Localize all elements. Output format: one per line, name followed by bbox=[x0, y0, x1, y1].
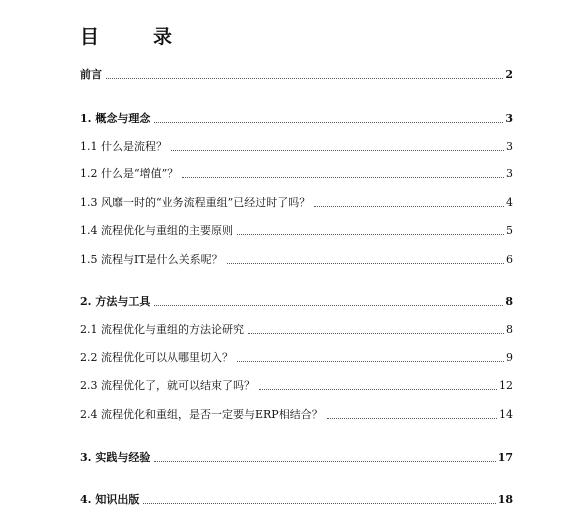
toc-entry-label: 3. 实践与经验 bbox=[80, 451, 151, 464]
toc-entry-page: 12 bbox=[499, 379, 513, 392]
toc-entry-page: 9 bbox=[506, 351, 513, 364]
toc-leader-dots bbox=[227, 262, 504, 264]
toc-leader-dots bbox=[248, 332, 504, 334]
toc-entry-page: 5 bbox=[506, 224, 513, 237]
toc-entry-page: 3 bbox=[505, 112, 513, 125]
toc-entry-2[interactable] bbox=[80, 293, 513, 309]
toc-leader-dots bbox=[182, 176, 504, 178]
toc-leader-dots bbox=[171, 149, 504, 151]
toc-entry-label: 2. 方法与工具 bbox=[80, 295, 151, 308]
toc-entry-4[interactable] bbox=[80, 491, 513, 507]
toc-entry-page: 3 bbox=[506, 140, 513, 153]
toc-entry-page: 2 bbox=[505, 68, 513, 81]
toc-entry-1[interactable] bbox=[80, 110, 513, 126]
toc-title-char-2: 录 bbox=[153, 26, 173, 48]
toc-entry-label: 4. 知识出版 bbox=[80, 493, 140, 506]
toc-title-char-1: 目 bbox=[80, 26, 100, 48]
toc-leader-dots bbox=[314, 205, 504, 207]
toc-entry-page: 6 bbox=[506, 253, 513, 266]
toc-entry-page: 4 bbox=[506, 196, 513, 209]
toc-entry-label: 1.2 什么是“增值”？ bbox=[80, 167, 179, 180]
toc-leader-dots bbox=[106, 77, 503, 79]
toc-entry-2-1[interactable] bbox=[80, 321, 513, 337]
toc-entry-label: 前言 bbox=[80, 68, 102, 81]
toc-entry-2-3[interactable] bbox=[80, 377, 513, 393]
toc-entry-page: 17 bbox=[497, 451, 513, 464]
toc-entry-2-4[interactable] bbox=[80, 406, 513, 422]
toc-entry-label: 1.5 流程与IT是什么关系呢？ bbox=[80, 253, 223, 266]
toc-entry-2-2[interactable] bbox=[80, 349, 513, 365]
toc-entry-label: 2.2 流程优化可以从哪里切入？ bbox=[80, 351, 233, 364]
toc-entry-label: 2.1 流程优化与重组的方法论研究 bbox=[80, 323, 244, 336]
toc-entry-page: 8 bbox=[505, 295, 513, 308]
toc-entry-label: 2.3 流程优化了，就可以结束了吗？ bbox=[80, 379, 255, 392]
toc-entry-page: 8 bbox=[506, 323, 513, 336]
toc-entry-label: 1. 概念与理念 bbox=[80, 112, 151, 125]
toc-entry-page: 14 bbox=[499, 408, 513, 421]
toc-entry-label: 2.4 流程优化和重组，是否一定要与ERP相结合？ bbox=[80, 408, 323, 421]
toc-leader-dots bbox=[154, 460, 495, 462]
toc-entry-label: 1.1 什么是流程？ bbox=[80, 140, 167, 153]
toc-entry-label: 1.3 风靡一时的“业务流程重组”已经过时了吗？ bbox=[80, 196, 311, 209]
toc-entry-page: 3 bbox=[506, 167, 513, 180]
toc-leader-dots bbox=[154, 304, 503, 306]
toc-leader-dots bbox=[259, 388, 497, 390]
toc-leader-dots bbox=[143, 502, 495, 504]
toc-leader-dots bbox=[237, 360, 504, 362]
toc-entry-1-3[interactable] bbox=[80, 194, 513, 210]
toc-entry-3[interactable] bbox=[80, 449, 513, 465]
toc-leader-dots bbox=[237, 233, 504, 235]
toc-entry-1-2[interactable] bbox=[80, 165, 513, 181]
toc-entry-label: 1.4 流程优化与重组的主要原则 bbox=[80, 224, 233, 237]
toc-entry-page: 18 bbox=[497, 493, 513, 506]
toc-entry-1-5[interactable] bbox=[80, 251, 513, 267]
toc-leader-dots bbox=[154, 121, 503, 123]
toc-entry-1-1[interactable] bbox=[80, 138, 513, 154]
toc-entry-1-4[interactable] bbox=[80, 222, 513, 238]
toc-entry-preface[interactable] bbox=[80, 66, 513, 82]
toc-leader-dots bbox=[327, 417, 497, 419]
